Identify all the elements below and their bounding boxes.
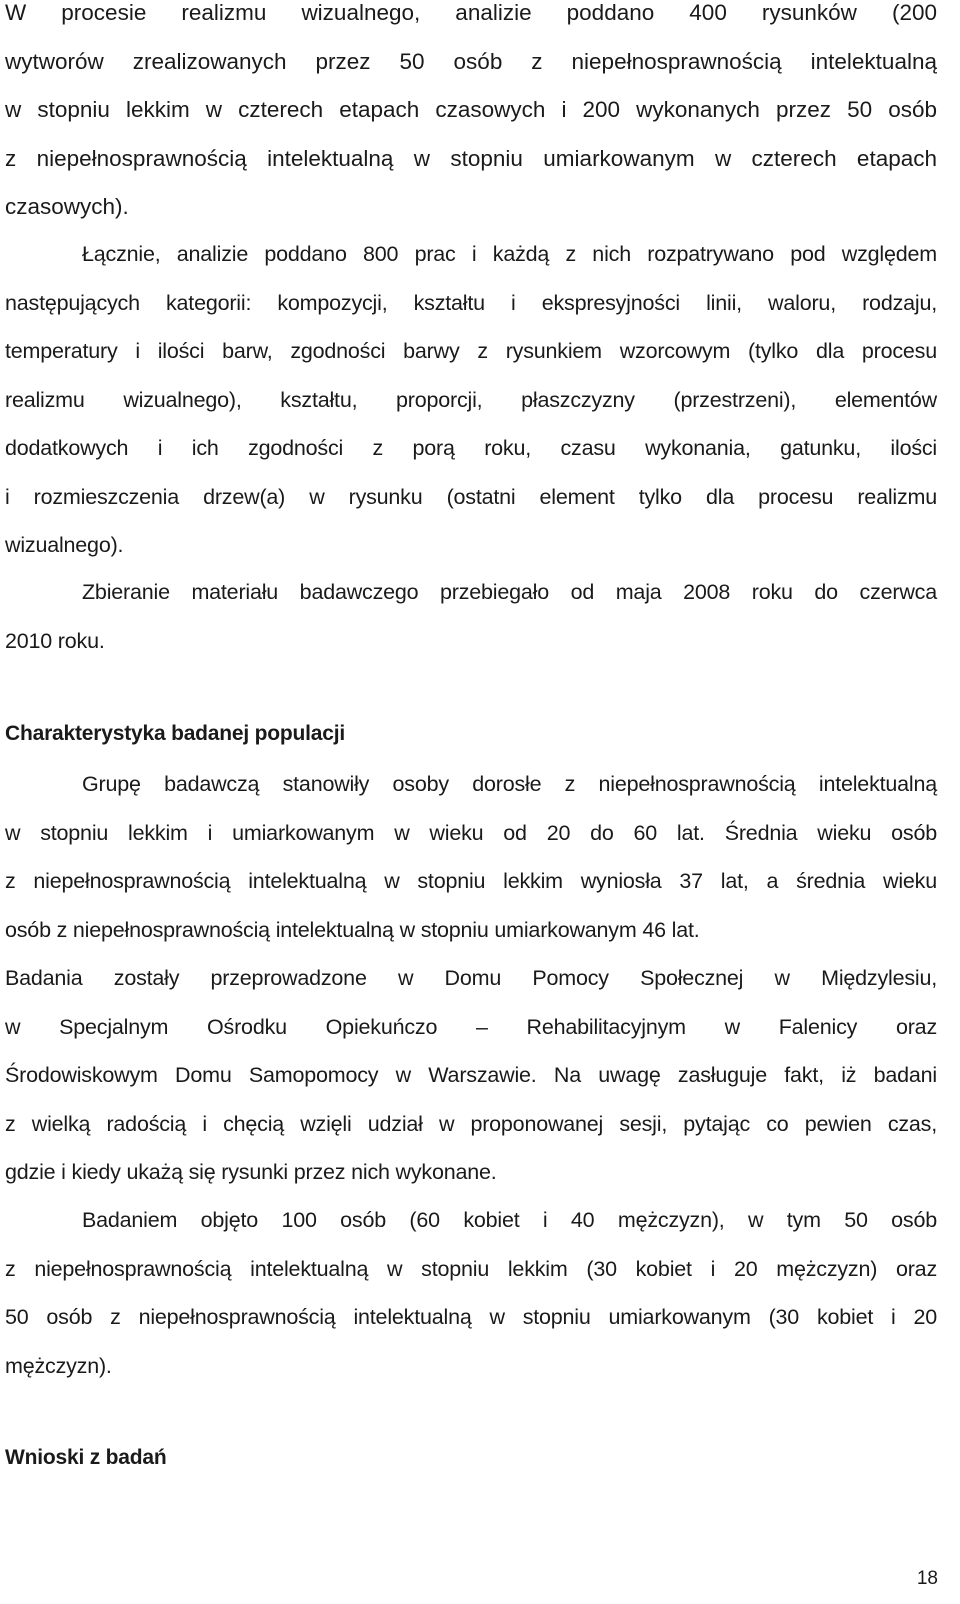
paragraph-line: z niepełnosprawnością intelektualną w stopniu lekkim wyniosła 37 lat, a średnia wieku [5, 869, 937, 893]
paragraph-line: mężczyzn). [5, 1353, 112, 1378]
paragraph-line: z niepełnosprawnością intelektualną w stopniu lekkim (30 kobiet i 20 mężczyzn) oraz [5, 1256, 937, 1281]
paragraph-line: następujących kategorii: kompozycji, kształtu i ekspresyjności linii, waloru, rodzaju, [5, 290, 937, 315]
section-heading-conclusions: Wnioski z badań [5, 1446, 167, 1469]
paragraph-line: Środowiskowym Domu Samopomocy w Warszawie. Na uwagę zasługuje fakt, iż badani [5, 1063, 937, 1087]
paragraph-line: z niepełnosprawnością intelektualną w stopniu umiarkowanym w czterech etapach [5, 145, 937, 171]
paragraph-line: Łącznie, analizie poddano 800 prac i każdą z nich rozpatrywano pod względem [82, 242, 937, 266]
paragraph-line: Grupę badawczą stanowiły osoby dorosłe z niepełnosprawnością intelektualną [82, 772, 937, 796]
paragraph-line: temperatury i ilości barw, zgodności barwy z rysunkiem wzorcowym (tylko dla procesu [5, 339, 937, 363]
paragraph-line: Badania zostały przeprowadzone w Domu Pomocy Społecznej w Międzylesiu, [5, 966, 937, 990]
paragraph-line: osób z niepełnosprawnością intelektualną w stopniu umiarkowanym 46 lat. [5, 917, 700, 942]
paragraph-locations [5, 954, 937, 1197]
section-heading-population: Charakterystyka badanej populacji [5, 722, 346, 745]
paragraph-line: 2010 roku. [5, 628, 105, 653]
paragraph-line: w Specjalnym Ośrodku Opiekuńczo – Rehabilitacyjnym w Falenicy oraz [5, 1014, 937, 1039]
paragraph-line: wizualnego). [5, 533, 124, 557]
paragraph-line: wytworów zrealizowanych przez 50 osób z niepełnosprawnością intelektualną [5, 48, 937, 74]
page-number: 18 [916, 1568, 938, 1589]
paragraph-line: i rozmieszczenia drzew(a) w rysunku (ostatni element tylko dla procesu realizmu [5, 484, 937, 509]
paragraph-line: W procesie realizmu wizualnego, analizie poddano 400 rysunków (200 [5, 0, 937, 25]
paragraph-line: czasowych). [5, 194, 129, 219]
paragraph-line: dodatkowych i ich zgodności z porą roku, czasu wykonania, gatunku, ilości [5, 436, 937, 460]
paragraph-line: w stopniu lekkim w czterech etapach czasowych i 200 wykonanych przez 50 osób [5, 97, 937, 122]
paragraph-line: gdzie i kiedy ukażą się rysunki przez nich wykonane. [5, 1160, 497, 1184]
paragraph-line: Badaniem objęto 100 osób (60 kobiet i 40 mężczyzn), w tym 50 osób [82, 1208, 937, 1232]
paragraph-line: 50 osób z niepełnosprawnością intelektualną w stopniu umiarkowanym (30 kobiet i 20 [5, 1305, 937, 1329]
paragraph-line: realizmu wizualnego), kształtu, proporcji, płaszczyzny (przestrzeni), elementów [5, 387, 937, 412]
paragraph-categories [5, 230, 937, 570]
paragraph-line: z wielką radością i chęcią wzięli udział w proponowanej sesji, pytając co pewien czas, [5, 1111, 937, 1136]
paragraph-study-group [5, 760, 937, 954]
paragraph-line: Zbieranie materiału badawczego przebiegało od maja 2008 roku do czerwca [82, 580, 937, 604]
paragraph-line: w stopniu lekkim i umiarkowanym w wieku od 20 do 60 lat. Średnia wieku osób [5, 820, 937, 845]
paragraph-visual-realism [5, 0, 937, 232]
paragraph-data-collection [5, 568, 937, 665]
paragraph-sample-size [5, 1196, 937, 1390]
